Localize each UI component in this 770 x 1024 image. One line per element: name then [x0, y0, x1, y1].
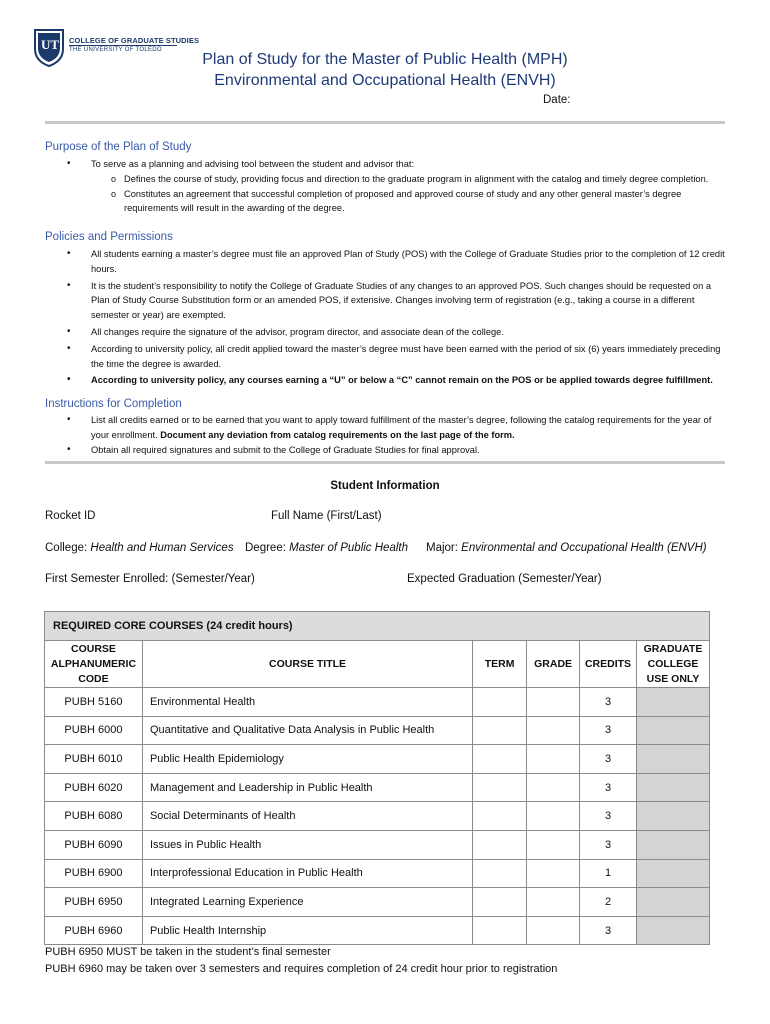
note-internship: PUBH 6960 may be taken over 3 semesters and requires completion of 24 credit hour prior to registration [45, 963, 558, 975]
student-info-heading: Student Information [330, 480, 440, 492]
header-line: CODE [78, 672, 109, 685]
first-semester-field[interactable]: First Semester Enrolled: (Semester/Year) [45, 573, 255, 585]
course-code: PUBH 6000 [45, 716, 143, 745]
credits-cell: 2 [580, 888, 637, 917]
course-title: Social Determinants of Health [142, 802, 472, 831]
table-row [45, 773, 710, 802]
table-row [45, 802, 710, 831]
list-item [45, 413, 727, 443]
grade-cell[interactable] [527, 745, 580, 774]
course-title: Quantitative and Qualitative Data Analysis in Public Health [142, 716, 472, 745]
term-cell[interactable] [473, 773, 527, 802]
header-line: COURSE [71, 642, 116, 655]
grade-cell[interactable] [527, 773, 580, 802]
college-label: College: [45, 542, 91, 554]
list-item: • According to university policy, all credit applied toward the master’s degree must have been earned with the period of six (6) years immediately preceding the time the degree is awarded. [45, 342, 727, 372]
logo-mark: UT [41, 37, 60, 52]
policies-heading: Policies and Permissions [45, 231, 173, 243]
header-divider [45, 121, 725, 124]
grad-use-cell [637, 859, 710, 888]
college-value: Health and Human Services [90, 542, 234, 554]
course-code: PUBH 6090 [45, 830, 143, 859]
table-row [45, 916, 710, 945]
logo-college-name: COLLEGE OF GRADUATE STUDIES [69, 36, 200, 45]
expected-graduation-field[interactable]: Expected Graduation (Semester/Year) [407, 573, 602, 585]
credits-cell: 3 [580, 745, 637, 774]
term-cell[interactable] [473, 716, 527, 745]
list-subitem: o Constitutes an agreement that successful completion of proposed and approved course of study and any other general master’s degree requirements will result in the awarding of the degree. [45, 187, 727, 217]
course-code: PUBH 6960 [45, 916, 143, 945]
column-header-term: TERM [473, 641, 527, 688]
header-line: ALPHANUMERIC [50, 657, 137, 670]
logo-university-name: THE UNIVERSITY OF TOLEDO [69, 47, 162, 53]
major-field [426, 542, 707, 554]
page-title: Plan of Study for the Master of Public Health (MPH) [202, 51, 568, 68]
table-row [45, 859, 710, 888]
header-line: USE ONLY [646, 672, 700, 685]
grad-use-cell [637, 888, 710, 917]
course-code: PUBH 6900 [45, 859, 143, 888]
course-title: Management and Leadership in Public Health [142, 773, 472, 802]
core-courses-band-label: REQUIRED CORE COURSES (24 credit hours) [45, 612, 710, 641]
course-title: Environmental Health [142, 688, 472, 717]
column-header-grad-use [637, 641, 710, 688]
grad-use-cell [637, 830, 710, 859]
instructions-heading: Instructions for Completion [45, 398, 182, 410]
list-item: • Obtain all required signatures and submit to the College of Graduate Studies for final approval. [45, 443, 727, 458]
column-header-credits: CREDITS [580, 641, 637, 688]
course-title: Issues in Public Health [142, 830, 472, 859]
table-band [45, 612, 710, 641]
grad-use-cell [637, 745, 710, 774]
logo-divider [69, 45, 177, 46]
note-final-semester: PUBH 6950 MUST be taken in the student’s final semester [45, 946, 331, 958]
credits-cell: 3 [580, 773, 637, 802]
course-code: PUBH 6080 [45, 802, 143, 831]
course-code: PUBH 6950 [45, 888, 143, 917]
grade-cell[interactable] [527, 859, 580, 888]
list-item: • According to university policy, any courses earning a “U” or below a “C” cannot remain on the POS or be applied towards degree fulfillment. [45, 373, 727, 388]
column-header-grade: GRADE [527, 641, 580, 688]
full-name-field[interactable]: Full Name (First/Last) [271, 510, 382, 522]
table-header-row [45, 641, 710, 688]
course-title: Public Health Epidemiology [142, 745, 472, 774]
term-cell[interactable] [473, 802, 527, 831]
credits-cell: 3 [580, 688, 637, 717]
list-item: • To serve as a planning and advising tool between the student and advisor that: [45, 157, 727, 172]
instructions-list [45, 413, 727, 457]
term-cell[interactable] [473, 830, 527, 859]
term-cell[interactable] [473, 888, 527, 917]
term-cell[interactable] [473, 916, 527, 945]
grade-cell[interactable] [527, 802, 580, 831]
rocket-id-field[interactable]: Rocket ID [45, 510, 96, 522]
list-item: • All students earning a master’s degree must file an approved Plan of Study (POS) with the College of Graduate Studies prior to the completion of 12 credit hours. [45, 247, 727, 277]
section-divider [45, 461, 725, 464]
course-title: Public Health Internship [142, 916, 472, 945]
purpose-list [45, 157, 727, 216]
list-item: • All changes require the signature of the advisor, program director, and associate dean of the college. [45, 325, 727, 340]
course-code: PUBH 6020 [45, 773, 143, 802]
grade-cell[interactable] [527, 688, 580, 717]
term-cell[interactable] [473, 745, 527, 774]
table-row [45, 688, 710, 717]
credits-cell: 3 [580, 716, 637, 745]
list-item: • It is the student’s responsibility to notify the College of Graduate Studies of any changes to an approved POS. Such changes should be requested on a Plan of Study Course Substitution form or an amended POS, if extensive. Changes involving term of registration (e.g., taking a course in a different semester or year) are exempted. [45, 279, 727, 323]
grad-use-cell [637, 688, 710, 717]
policies-list [45, 247, 727, 388]
instruction-emphasis: Document any deviation from catalog requirements on the last page of the form. [160, 429, 515, 440]
course-code: PUBH 6010 [45, 745, 143, 774]
column-header-title: COURSE TITLE [142, 641, 472, 688]
list-subitem: o Defines the course of study, providing focus and direction to the graduate program in alignment with the catalog and timely degree completion. [45, 172, 727, 187]
page-subtitle: Environmental and Occupational Health (ENVH) [214, 72, 556, 89]
course-code: PUBH 5160 [45, 688, 143, 717]
table-row [45, 745, 710, 774]
course-title: Interprofessional Education in Public Health [142, 859, 472, 888]
purpose-heading: Purpose of the Plan of Study [45, 141, 192, 153]
degree-field [245, 542, 408, 554]
term-cell[interactable] [473, 859, 527, 888]
grade-cell[interactable] [527, 916, 580, 945]
table-row [45, 830, 710, 859]
grade-cell[interactable] [527, 830, 580, 859]
credits-cell: 3 [580, 916, 637, 945]
degree-value: Master of Public Health [289, 542, 408, 554]
credits-cell: 1 [580, 859, 637, 888]
grade-cell[interactable] [527, 716, 580, 745]
major-value: Environmental and Occupational Health (ENVH) [461, 542, 707, 554]
course-title: Integrated Learning Experience [142, 888, 472, 917]
header-line: GRADUATE [643, 642, 703, 655]
instruction-text: List all credits earned or to be earned that you want to apply toward fulfillment of the master’s degree, following the catalog requirements for the year of your enrollment. [91, 415, 712, 440]
grad-use-cell [637, 773, 710, 802]
grade-cell[interactable] [527, 888, 580, 917]
grad-use-cell [637, 716, 710, 745]
degree-label: Degree: [245, 542, 290, 554]
table-row [45, 716, 710, 745]
major-label: Major: [426, 542, 462, 554]
core-courses-table [44, 611, 710, 945]
column-header-code [45, 641, 143, 688]
table-row [45, 888, 710, 917]
grad-use-cell [637, 916, 710, 945]
date-label: Date: [543, 94, 571, 106]
college-field [45, 542, 234, 554]
credits-cell: 3 [580, 802, 637, 831]
credits-cell: 3 [580, 830, 637, 859]
header-line: COLLEGE [647, 657, 699, 670]
grad-use-cell [637, 802, 710, 831]
term-cell[interactable] [473, 688, 527, 717]
